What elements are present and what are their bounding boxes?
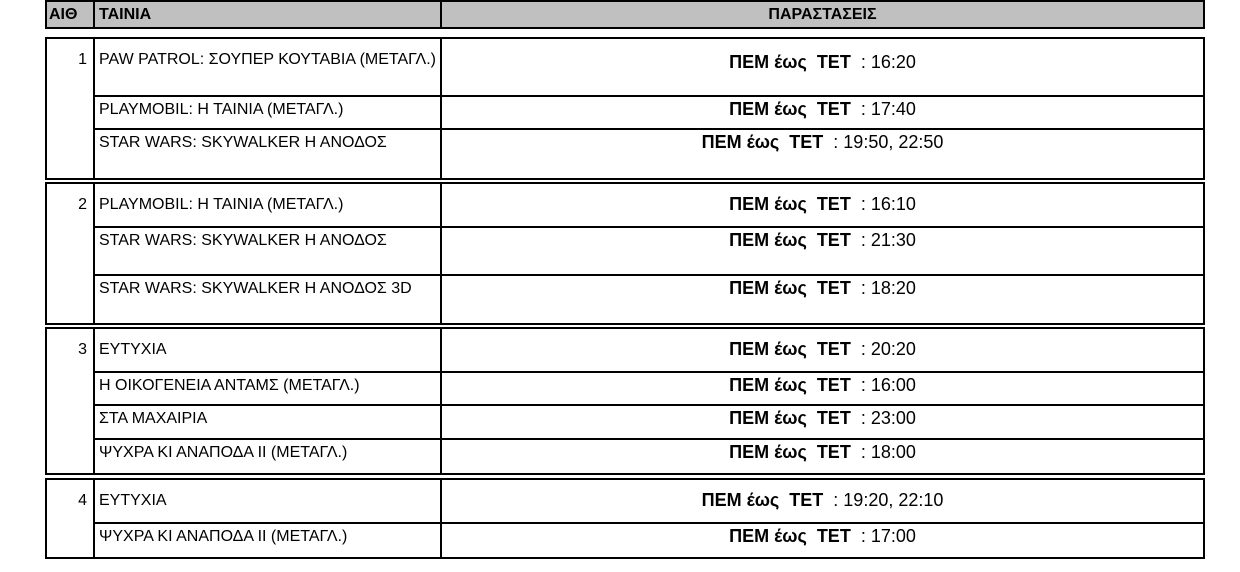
film-title: STAR WARS: SKYWALKER Η ΑΝΟΔΟΣ [95, 228, 442, 274]
table-row [95, 524, 1203, 557]
show-times: : 16:10 [860, 194, 916, 214]
show-times: : 20:20 [860, 339, 916, 359]
show-days: ΠΕΜ έως ΤΕΤ [729, 375, 851, 395]
show-times: : 18:00 [860, 442, 916, 462]
film-title: ΕΥΤΥΧΙΑ [95, 329, 442, 371]
show-times: : 16:20 [860, 52, 916, 72]
show-days: ΠΕΜ έως ΤΕΤ [701, 132, 824, 152]
table-row [95, 373, 1203, 406]
show-times: : 19:50, 22:50 [833, 132, 944, 152]
hall-group [45, 37, 1205, 180]
table-row [95, 480, 1203, 524]
hall-group [45, 478, 1205, 559]
table-header [45, 0, 1205, 29]
film-title: ΨΥΧΡΑ ΚΙ ΑΝΑΠΟΔΑ ΙΙ (ΜΕΤΑΓΛ.) [95, 440, 442, 473]
table-row [95, 184, 1203, 228]
hall-group [45, 327, 1205, 475]
showtimes [442, 373, 1203, 404]
show-days: ΠΕΜ έως ΤΕΤ [701, 490, 824, 510]
table-row [95, 329, 1203, 373]
table-row [95, 440, 1203, 473]
show-days: ΠΕΜ έως ΤΕΤ [729, 52, 851, 72]
film-title: STAR WARS: SKYWALKER Η ΑΝΟΔΟΣ 3D [95, 276, 442, 323]
hall-rows [95, 39, 1203, 178]
table-row [95, 406, 1203, 440]
hall-rows [95, 329, 1203, 473]
hall-group [45, 182, 1205, 325]
show-times: : 17:40 [860, 99, 916, 119]
showtimes [442, 440, 1203, 473]
showtimes [442, 97, 1203, 128]
showtimes [442, 130, 1203, 178]
hall-number: 3 [47, 329, 95, 473]
showtimes [442, 329, 1203, 371]
hall-number: 2 [47, 184, 95, 323]
table-row [95, 39, 1203, 97]
film-title: PLAYMOBIL: Η ΤΑΙΝΙΑ (ΜΕΤΑΓΛ.) [95, 97, 442, 128]
showtimes [442, 524, 1203, 557]
show-times: : 21:30 [860, 230, 916, 250]
table-row [95, 130, 1203, 178]
show-days: ΠΕΜ έως ΤΕΤ [729, 194, 851, 214]
film-title: STAR WARS: SKYWALKER Η ΑΝΟΔΟΣ [95, 130, 442, 178]
showtimes [442, 39, 1203, 95]
showtimes [442, 480, 1203, 522]
hall-rows [95, 184, 1203, 323]
hall-rows [95, 480, 1203, 557]
show-days: ΠΕΜ έως ΤΕΤ [729, 278, 851, 298]
film-title: Η ΟΙΚΟΓΕΝΕΙΑ ΑΝΤΑΜΣ (ΜΕΤΑΓΛ.) [95, 373, 442, 404]
film-title: PLAYMOBIL: Η ΤΑΙΝΙΑ (ΜΕΤΑΓΛ.) [95, 184, 442, 226]
header-shows: ΠΑΡΑΣΤΑΣΕΙΣ [768, 6, 877, 23]
table-row [95, 276, 1203, 323]
header-hall: ΑΙΘ [47, 2, 95, 27]
film-title: ΣΤΑ ΜΑΧΑΙΡΙΑ [95, 406, 442, 438]
show-times: : 18:20 [860, 278, 916, 298]
showtimes [442, 276, 1203, 323]
table-row [95, 228, 1203, 276]
show-days: ΠΕΜ έως ΤΕΤ [729, 99, 851, 119]
show-times: : 19:20, 22:10 [833, 490, 944, 510]
show-days: ΠΕΜ έως ΤΕΤ [729, 526, 851, 546]
film-title: ΨΥΧΡΑ ΚΙ ΑΝΑΠΟΔΑ ΙΙ (ΜΕΤΑΓΛ.) [95, 524, 442, 557]
header-film: ΤΑΙΝΙΑ [95, 2, 442, 27]
film-title: ΕΥΤΥΧΙΑ [95, 480, 442, 522]
hall-number: 4 [47, 480, 95, 557]
show-times: : 16:00 [860, 375, 916, 395]
table-row [95, 97, 1203, 130]
film-title: PAW PATROL: ΣΟΥΠΕΡ ΚΟΥΤΑΒΙΑ (ΜΕΤΑΓΛ.) [95, 39, 442, 95]
showtimes [442, 184, 1203, 226]
show-days: ΠΕΜ έως ΤΕΤ [729, 230, 851, 250]
show-times: : 17:00 [860, 526, 916, 546]
show-days: ΠΕΜ έως ΤΕΤ [729, 339, 851, 359]
show-days: ΠΕΜ έως ΤΕΤ [729, 408, 851, 428]
showtimes [442, 406, 1203, 438]
hall-number: 1 [47, 39, 95, 178]
show-days: ΠΕΜ έως ΤΕΤ [729, 442, 851, 462]
show-times: : 23:00 [860, 408, 916, 428]
showtimes [442, 228, 1203, 274]
schedule-table [45, 0, 1205, 29]
